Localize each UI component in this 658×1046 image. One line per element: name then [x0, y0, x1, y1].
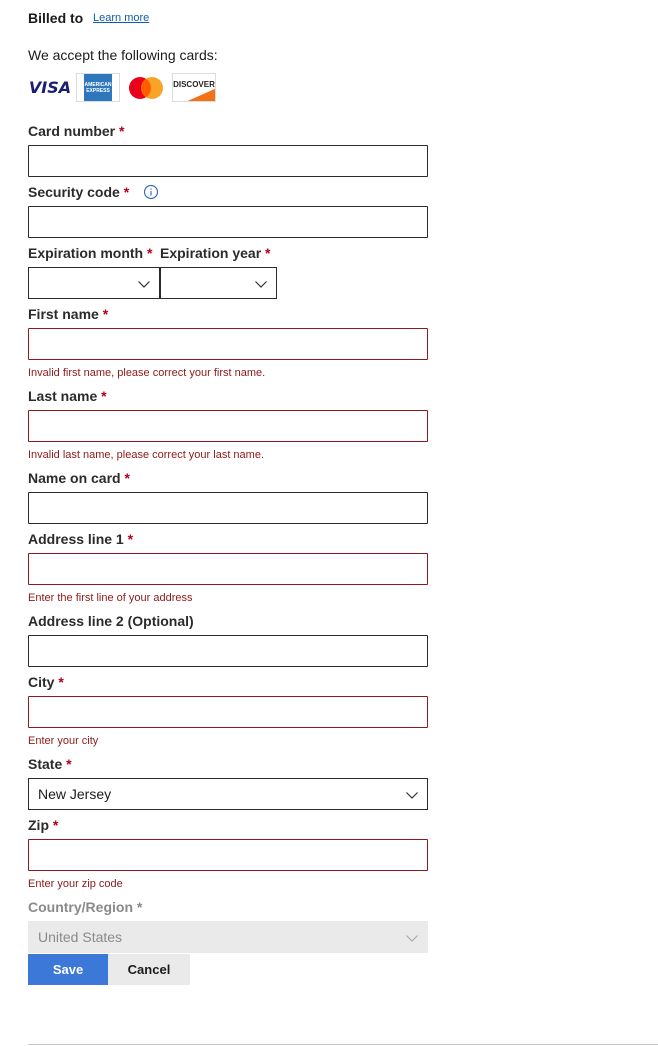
- required-asterisk: *: [123, 184, 130, 200]
- address-line-2-input[interactable]: [28, 635, 428, 667]
- chevron-down-icon: [254, 277, 268, 291]
- mastercard-logo: [124, 73, 168, 102]
- first-name-input[interactable]: [28, 328, 428, 360]
- city-input[interactable]: [28, 696, 428, 728]
- zip-input[interactable]: [28, 839, 428, 871]
- country-value: United States: [38, 929, 123, 945]
- address-line-1-label-text: Address line 1: [28, 531, 124, 547]
- required-asterisk: *: [119, 123, 125, 139]
- card-number-label-text: Card number: [28, 123, 116, 139]
- chevron-down-icon: [405, 931, 419, 945]
- expiration-month-select[interactable]: [28, 267, 160, 299]
- country-label: [28, 899, 142, 915]
- last-name-error: Invalid last name, please correct your last name.: [28, 449, 265, 461]
- accepted-cards-text: We accept the following cards:: [28, 47, 218, 63]
- accepted-cards-logos: [28, 73, 216, 102]
- required-asterisk: *: [124, 470, 130, 486]
- last-name-label-text: Last name: [28, 388, 98, 404]
- amex-logo-text-2: EXPRESS: [86, 87, 110, 94]
- zip-label: [28, 817, 58, 833]
- required-asterisk: *: [66, 756, 72, 772]
- expiration-month-label: [28, 245, 152, 261]
- learn-more-link[interactable]: Learn more: [93, 12, 150, 24]
- card-number-label: [28, 123, 124, 139]
- address-line-1-label: [28, 531, 133, 547]
- discover-logo-text: DISCOVER: [173, 80, 215, 89]
- required-asterisk: *: [136, 899, 143, 915]
- security-code-input[interactable]: [28, 206, 428, 238]
- address-line-1-input[interactable]: [28, 553, 428, 585]
- security-code-label-text: Security code: [28, 184, 120, 200]
- expiration-year-label-text: Expiration year: [160, 245, 262, 261]
- billed-to-title: Billed to: [28, 10, 84, 26]
- card-number-input[interactable]: [28, 145, 428, 177]
- city-error: Enter your city: [28, 735, 99, 747]
- address-line-1-error: Enter the first line of your address: [28, 592, 193, 604]
- cancel-button[interactable]: Cancel: [108, 954, 190, 985]
- required-asterisk: *: [58, 674, 64, 690]
- expiration-month-label-text: Expiration month: [28, 245, 144, 261]
- required-asterisk: *: [127, 531, 134, 547]
- zip-label-text: Zip: [28, 817, 49, 833]
- required-asterisk: *: [265, 245, 271, 261]
- expiration-year-label: [160, 245, 271, 261]
- city-label-text: City: [28, 674, 55, 690]
- city-label: [28, 674, 64, 690]
- amex-logo-box: [84, 74, 112, 101]
- footer-divider: [28, 1044, 658, 1045]
- first-name-error: Invalid first name, please correct your first name.: [28, 367, 266, 379]
- info-icon[interactable]: [143, 184, 159, 200]
- required-asterisk: *: [52, 817, 59, 833]
- discover-logo: [172, 73, 216, 102]
- required-asterisk: *: [147, 245, 153, 261]
- save-button[interactable]: Save: [28, 954, 108, 985]
- chevron-down-icon: [137, 277, 151, 291]
- visa-logo: [28, 73, 72, 102]
- required-asterisk: *: [101, 388, 107, 404]
- name-on-card-label-text: Name on card: [28, 470, 121, 486]
- address-line-2-label-text: Address line 2 (Optional): [28, 613, 194, 629]
- last-name-label: [28, 388, 107, 404]
- amex-logo: [76, 73, 120, 102]
- country-select: [28, 921, 428, 953]
- state-select[interactable]: [28, 778, 428, 810]
- expiration-year-select[interactable]: [160, 267, 277, 299]
- chevron-down-icon: [405, 788, 419, 802]
- state-label-text: State: [28, 756, 63, 772]
- visa-logo-text: VISA: [28, 78, 72, 97]
- first-name-label: [28, 306, 108, 322]
- address-line-2-label: [28, 613, 194, 629]
- required-asterisk: *: [102, 306, 109, 322]
- security-code-label: [28, 184, 129, 200]
- name-on-card-input[interactable]: [28, 492, 428, 524]
- state-label: [28, 756, 72, 772]
- amex-logo-text-1: AMERICAN: [84, 81, 112, 88]
- first-name-label-text: First name: [28, 306, 99, 322]
- country-label-text: Country/Region: [28, 899, 133, 915]
- last-name-input[interactable]: [28, 410, 428, 442]
- mastercard-icon: [126, 75, 166, 101]
- name-on-card-label: [28, 470, 130, 486]
- zip-error: Enter your zip code: [28, 878, 123, 890]
- state-value: New Jersey: [38, 786, 112, 802]
